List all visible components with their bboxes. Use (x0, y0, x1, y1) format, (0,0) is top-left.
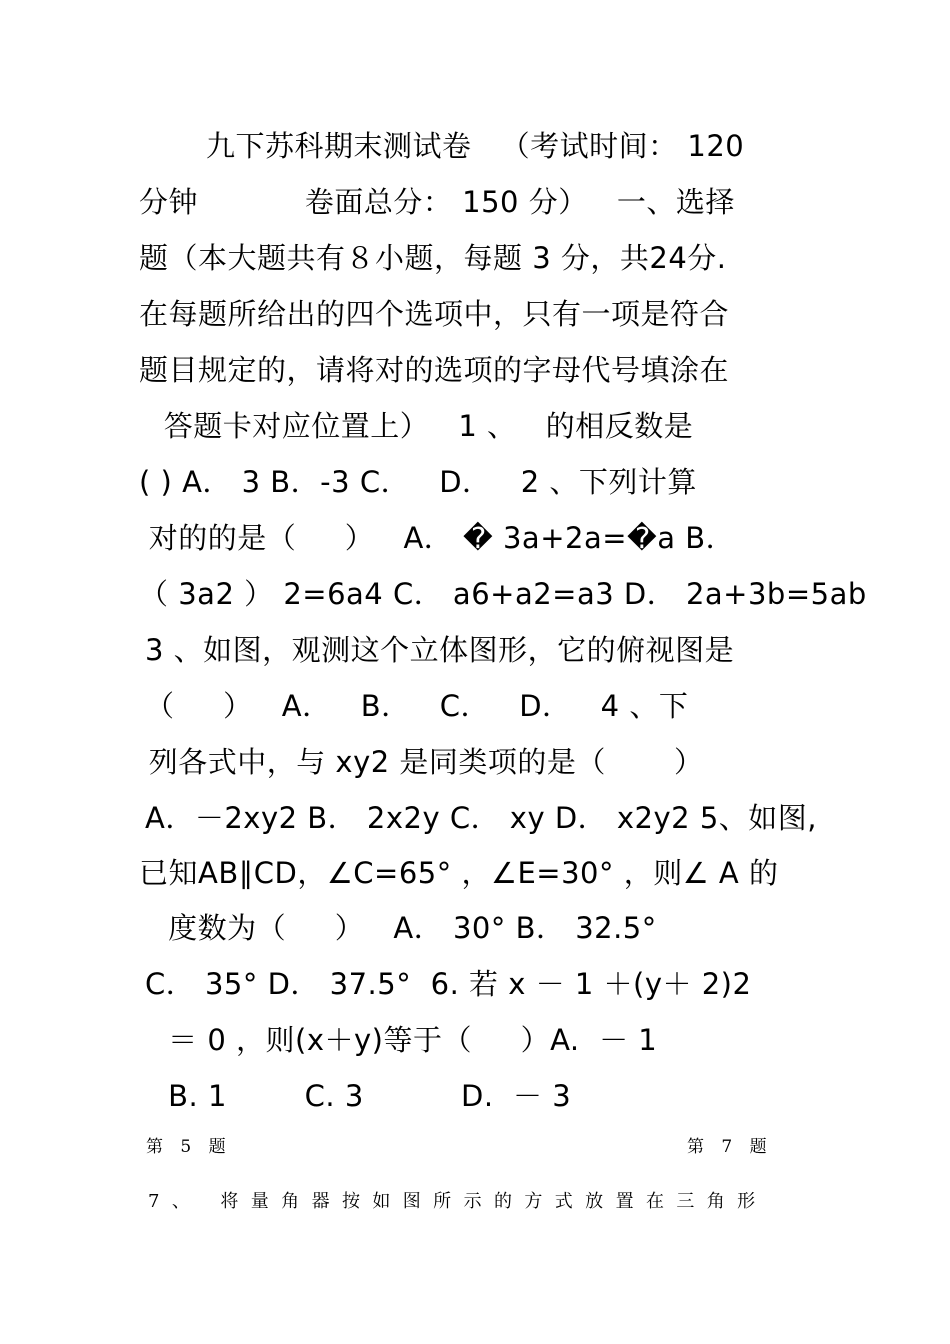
text-line-7: ( ) A． 3 B．-3 C． D． 2 、下列计算 (139, 465, 697, 499)
text-line-2: 分钟 卷面总分： 150 分） 一、选择 (139, 185, 735, 219)
text-line-12: 列各式中，与 xy2 是同类项的是（ ） (139, 745, 704, 779)
text-line-15: 度数为（ ） A． 30° B． 32.5° (139, 911, 657, 945)
text-line-3: 题（本大题共有８小题，每题 3 分，共24分. (139, 241, 727, 275)
text-line-9: （ 3a2 ） 2=6a4 C． a6+a2=a3 D． 2a+3b=5ab (139, 577, 867, 611)
text-line-13: A．－2xy2 B． 2x2y C． xy D． x2y2 5、如图, (145, 801, 818, 835)
text-line-6: 答题卡对应位置上） 1 、 的相反数是 (154, 409, 694, 443)
text-line-16: C． 35° D． 37.5° 6. 若 x － 1 ＋(y＋ 2)2 (145, 967, 752, 1001)
text-line-11: （ ） A． B． C． D． 4 、下 (145, 689, 689, 723)
figure-caption-7: 第 7 题 (687, 1137, 773, 1157)
text-line-1: 九下苏科期末测试卷 （考试时间： 120 (206, 129, 745, 163)
figure-caption-5: 第 5 题 (146, 1137, 232, 1157)
text-line-8: 对的的是（ ） A． � 3a+2a=�a B． (139, 521, 736, 555)
text-line-14: 已知AB∥CD，∠C=65° ，∠E=30° ，则∠ A 的 (139, 856, 779, 890)
text-line-4: 在每题所给出的四个选项中，只有一项是符合 (139, 297, 730, 331)
text-line-17: ＝ 0 ，则(x＋y)等于（ ）A. － 1 (139, 1023, 658, 1057)
text-line-18: B. 1 C. 3 D. － 3 (139, 1079, 572, 1113)
text-line-question-7: 7、 将量角器按如图所示的方式放置在三角形 (148, 1191, 768, 1212)
text-line-5: 题目规定的，请将对的选项的字母代号填涂在 (139, 353, 730, 387)
text-line-10: 3 、如图，观测这个立体图形，它的俯视图是 (145, 633, 735, 667)
